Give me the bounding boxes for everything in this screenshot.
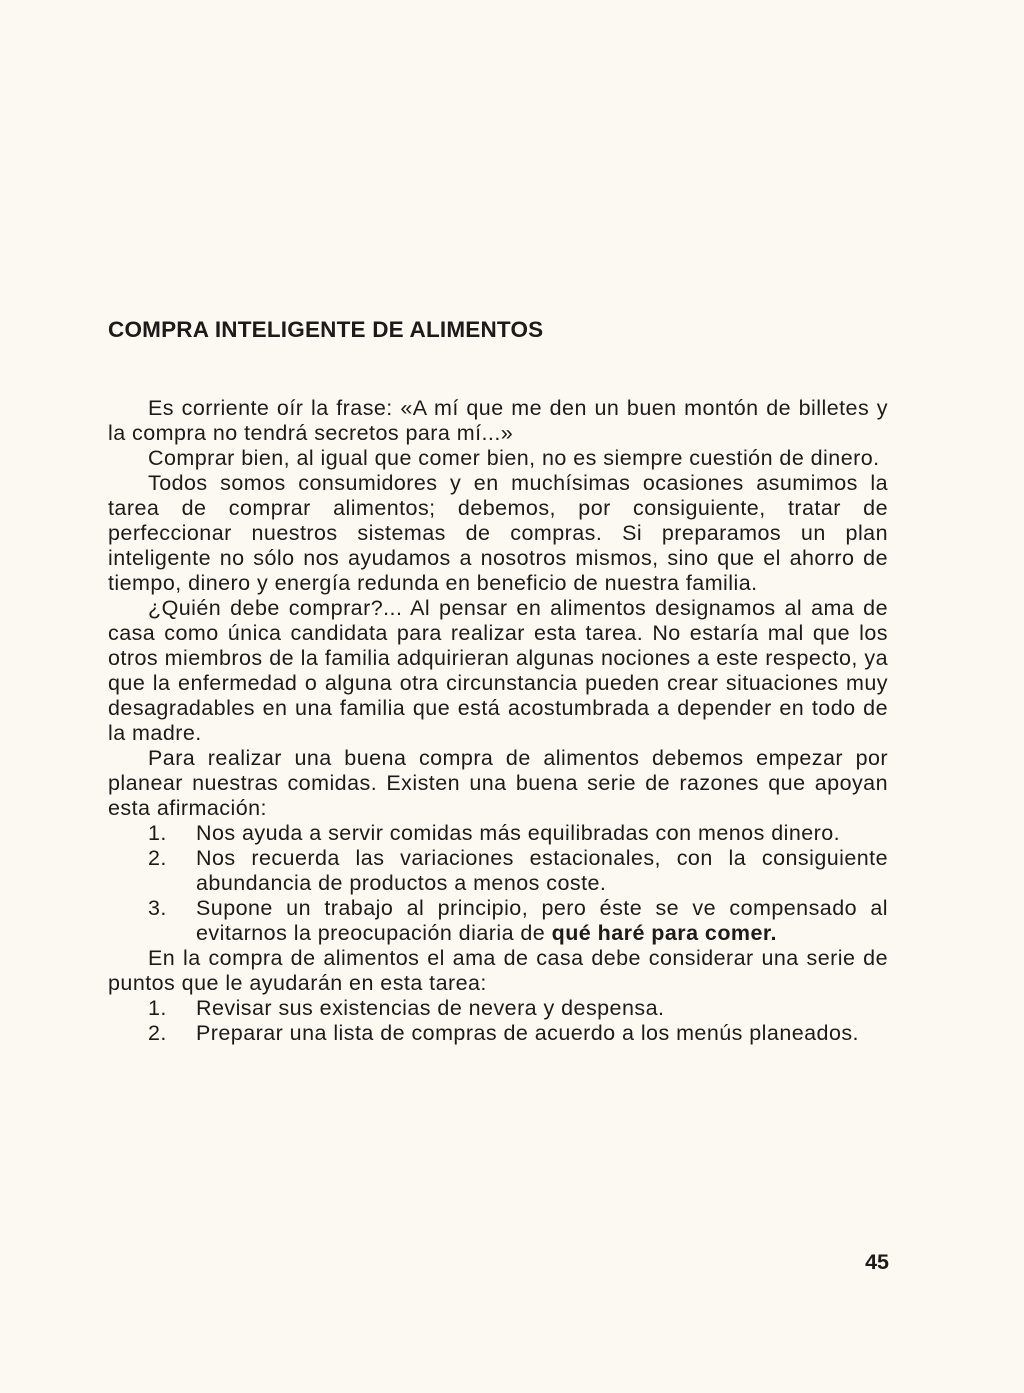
list-number: 2.	[148, 1021, 167, 1045]
list-number: 3.	[148, 896, 167, 920]
paragraph: ¿Quién debe comprar?... Al pensar en alimentos designamos al ama de casa como única candidata para realizar esta tarea. No estaría mal que los otros miembros de la familia adquirieran algunas nociones a este respecto, ya que la enfermedad o alguna otra circunstancia pueden crear situaciones muy desagradables en una familia que está acostumbrada a depender en todo de la madre.	[108, 596, 888, 745]
list-number: 1.	[148, 996, 167, 1020]
list-item	[108, 1021, 888, 1046]
body-text	[108, 396, 888, 1046]
list-item-text: Supone un trabajo al principio, pero éste se ve compensado al evitarnos la preocupación diaria de	[196, 896, 888, 945]
list-item-text: Revisar sus existencias de nevera y despensa.	[196, 996, 665, 1020]
list-item	[108, 821, 888, 846]
bold-emphasis: qué haré para comer.	[551, 921, 777, 945]
list-number: 1.	[148, 821, 167, 845]
page-number: 45	[865, 1250, 889, 1274]
paragraph: Comprar bien, al igual que comer bien, no es siempre cuestión de dinero.	[148, 446, 880, 470]
list-item-text: Nos recuerda las variaciones estacionales, con la consiguiente abundancia de productos a menos coste.	[196, 846, 888, 895]
paragraph: Todos somos consumidores y en muchísimas ocasiones asumimos la tarea de comprar alimentos; debemos, por consiguiente, tratar de perfeccionar nuestros sistemas de compras. Si preparamos un plan inteligente no sólo nos ayudamos a nosotros mismos, sino que el ahorro de tiempo, dinero y energía redunda en beneficio de nuestra familia.	[108, 471, 888, 595]
paragraph: En la compra de alimentos el ama de casa debe considerar una serie de puntos que le ayudarán en esta tarea:	[108, 946, 888, 995]
list-item	[108, 996, 888, 1021]
list-item-text: Nos ayuda a servir comidas más equilibradas con menos dinero.	[196, 821, 841, 845]
section-heading: COMPRA INTELIGENTE DE ALIMENTOS	[108, 317, 544, 342]
list-item	[108, 846, 888, 896]
list-item-text: Preparar una lista de compras de acuerdo a los menús planeados.	[196, 1021, 859, 1045]
list-number: 2.	[148, 846, 167, 870]
reasons-list	[108, 821, 888, 946]
steps-list	[108, 996, 888, 1046]
paragraph: Es corriente oír la frase: «A mí que me den un buen montón de billetes y la compra no tendrá secretos para mí...»	[108, 396, 888, 445]
paragraph: Para realizar una buena compra de alimentos debemos empezar por planear nuestras comidas. Existen una buena serie de razones que apoyan esta afirmación:	[108, 746, 888, 820]
list-item	[108, 896, 888, 946]
